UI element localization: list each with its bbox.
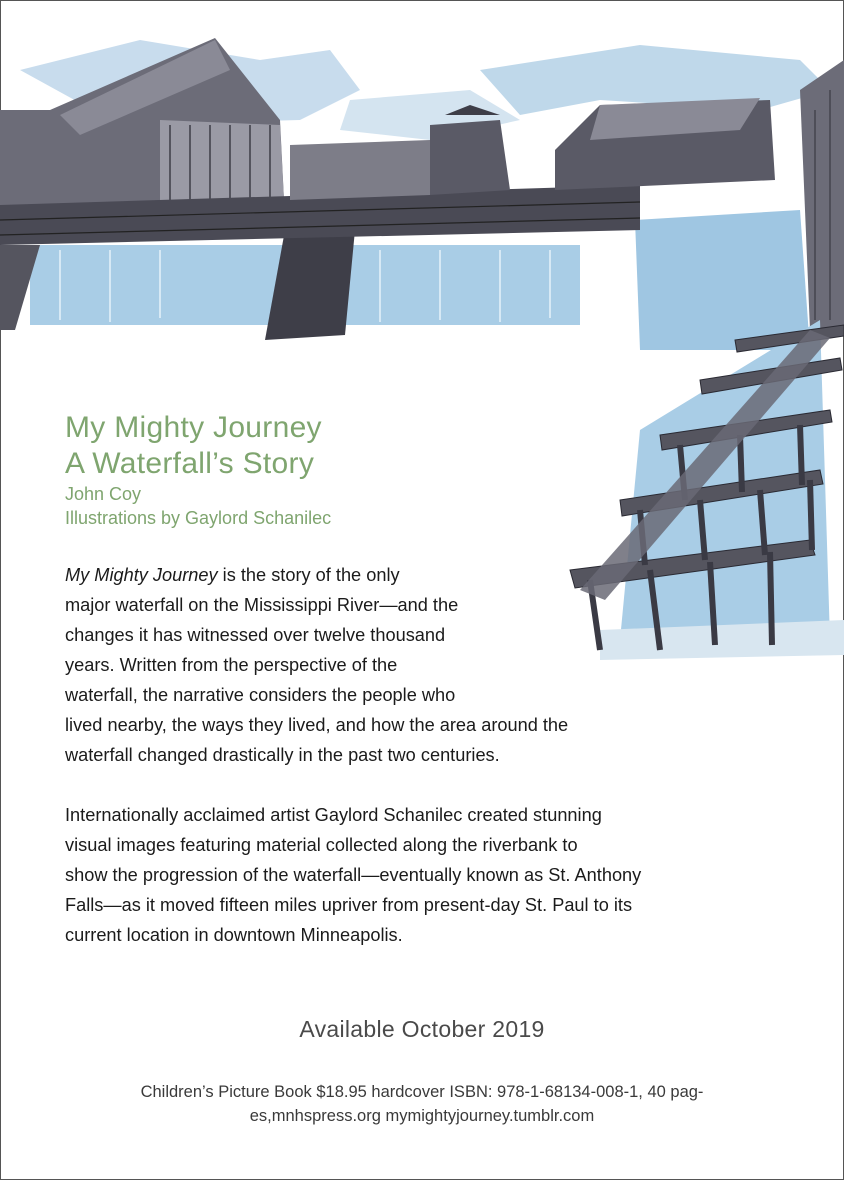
description-line-3: changes it has witnessed over twelve thousand <box>65 625 446 645</box>
description-line-6: lived nearby, the ways they lived, and how the area around the <box>65 715 569 735</box>
description-paragraph <box>65 560 705 770</box>
availability-date: Available October 2019 <box>299 1016 545 1042</box>
artist-line-2: visual images featuring material collected along the riverbank to <box>65 835 578 855</box>
description-line-5: waterfall, the narrative considers the people who <box>65 685 456 705</box>
description-line-1 <box>65 560 705 590</box>
footer-line-2: es,mnhspress.org mymightyjourney.tumblr.com <box>249 1107 595 1125</box>
artist-line-5: current location in downtown Minneapolis. <box>65 925 403 945</box>
description-line-2: major waterfall on the Mississippi River—and the <box>65 595 459 615</box>
author-name: John Coy <box>65 484 142 504</box>
book-title-italic: My Mighty Journey <box>65 565 218 585</box>
artist-paragraph <box>65 800 785 950</box>
title-block <box>65 410 331 530</box>
artist-line-4: Falls—as it moved fifteen miles upriver from present-day St. Paul to its <box>65 895 633 915</box>
artist-line-1: Internationally acclaimed artist Gaylord Schanilec created stunning <box>65 805 602 825</box>
artist-line-3: show the progression of the waterfall—eventually known as St. Anthony <box>65 865 642 885</box>
footer-line-1: Children’s Picture Book $18.95 hardcover ISBN: 978-1-68134-008-1, 40 pag- <box>140 1083 704 1101</box>
description-line-4: years. Written from the perspective of the <box>65 655 398 675</box>
illustrator-credit: Illustrations by Gaylord Schanilec <box>65 508 332 528</box>
footer-info <box>60 1080 784 1128</box>
book-title-line2: A Waterfall’s Story <box>65 447 315 480</box>
book-title-line1: My Mighty Journey <box>65 411 322 444</box>
description-line-1-rest: is the story of the only <box>217 565 400 585</box>
description-line-7: waterfall changed drastically in the past two centuries. <box>65 745 500 765</box>
